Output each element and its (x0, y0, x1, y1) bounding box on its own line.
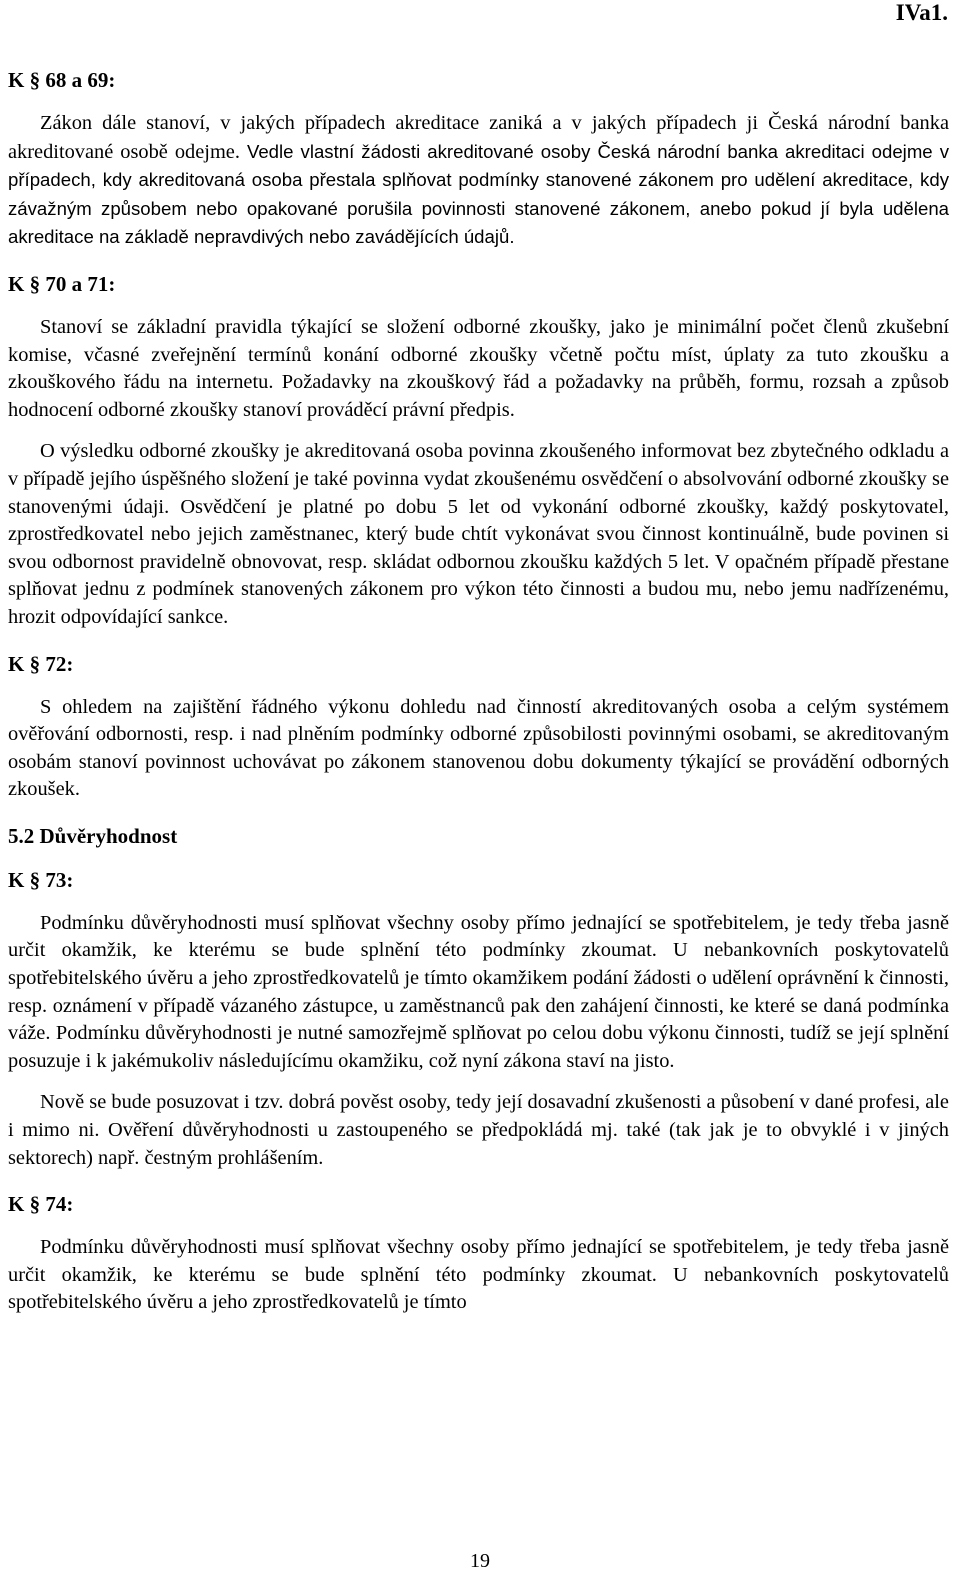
paragraph-73-a: Podmínku důvěryhodnosti musí splňovat všechny osoby přímo jednající se spotřebitelem, je tedy třeba jasně určit okamžik, ke kterému se bude splnění této podmínky zkoumat. U nebankovních poskytovatelů spotřebitelského úvěru a jeho zprostředkovatelů je tímto okamžikem podání žádosti o udělení oprávnění k činnosti, resp. oznámení v případě vázaného zástupce, u zaměstnanců pak den zahájení činnosti, ke které se daná podmínka váže. Podmínku důvěryhodnosti je nutné samozřejmě splňovat po celou dobu výkonu činnosti, tudíž se její splnění posuzuje i k jakémukoliv následujícímu okamžiku, což nyní zákona staví na jisto. (8, 911, 949, 1072)
paragraph-68-69-rest: Vedle vlastní žádosti akreditované osoby Česká národní banka akreditaci odejme v případech, kdy akreditovaná osoba přestala splňovat podmínky stanovené zákonem pro udělení akreditace, kdy závažným způsobem nebo opakované porušila povinnosti stanovené zákonem, anebo pokud jí byla udělena akreditace na základě nepravdivých nebo zavádějících údajů. (8, 140, 949, 248)
paragraph-74: Podmínku důvěryhodnosti musí splňovat všechny osoby přímo jednající se spotřebitelem, je tedy třeba jasně určit okamžik, ke kterému se bude splnění této podmínky zkoumat. U nebankovních poskytovatelů spotřebitelského úvěru a jeho zprostředkovatelů je tímto (8, 1236, 949, 1314)
section-heading-68-69: K § 68 a 69: (8, 68, 116, 92)
page-number: 19 (470, 1550, 490, 1572)
chapter-heading-duveryhodnost: 5.2 Důvěryhodnost (8, 823, 178, 848)
section-heading-72: K § 72: (8, 651, 74, 676)
section-heading-73: K § 73: (8, 867, 74, 892)
paragraph-68-69 (8, 110, 949, 252)
paragraph-73-b: Nově se bude posuzovat i tzv. dobrá pověst osoby, tedy její dosavadní zkušenosti a působení v dané profesi, ale i mimo ni. Ověření důvěryhodnosti u zastoupeného se předpokládá mj. také (tak jak je to obvyklé i v jiných sektorech) např. čestným prohlášením. (8, 1091, 949, 1169)
paragraph-70-71-b: O výsledku odborné zkoušky je akreditovaná osoba povinna zkoušeného informovat bez zbytečného odkladu a v případě jejího úspěšného složení je také povinna vydat zkoušenému osvědčení o absolvování odborné zkoušky se stanovenými údaji. Osvědčení je platné po dobu 5 let od vykonání odborné zkoušky, každý poskytovatel, zprostředkovatel nebo jejich zaměstnanec, který bude chtít vykonávat svou činnost kontinuálně, bude povinen si svou odbornost pravidelně obnovovat, resp. skládat odbornou zkoušku každých 5 let. V opačném případě přestane splňovat jednu z podmínek stanovených zákonem pro výkon této činnosti a budou mu, nebo jemu nadřízenému, hrozit odpovídající sankce. (8, 440, 949, 628)
paragraph-68-69-lead: Zákon dále stanoví, v jakých případech akreditace zaniká a v jakých případech ji Česká národní banka akreditované osobě odejme. (8, 112, 949, 163)
section-heading-74: K § 74: (8, 1192, 74, 1217)
document-page-id: IVa1. (895, 0, 948, 25)
paragraph-70-71-a: Stanoví se základní pravidla týkající se složení odborné zkoušky, jako je minimální počet členů zkušební komise, včasné zveřejnění termínů konání odborné zkoušky včetně počtu míst, úplaty za tuto zkoušku a zkouškového řádu na internetu. Požadavky na zkouškový řád a požadavky na průběh, formu, rozsah a způsob hodnocení odborné zkoušky stanoví prováděcí právní předpis. (8, 315, 949, 421)
paragraph-72: S ohledem na zajištění řádného výkonu dohledu nad činností akreditovaných osoba a celým systémem ověřování odbornosti, resp. i nad plněním podmínky odborné způsobilosti povinnými osobami, se akreditovaným osobám stanoví povinnost uchovávat po zákonem stanovenou dobu dokumenty týkající se provádění odborných zkoušek. (8, 695, 949, 801)
document-body (8, 66, 949, 1317)
section-heading-70-71: K § 70 a 71: (8, 271, 116, 296)
